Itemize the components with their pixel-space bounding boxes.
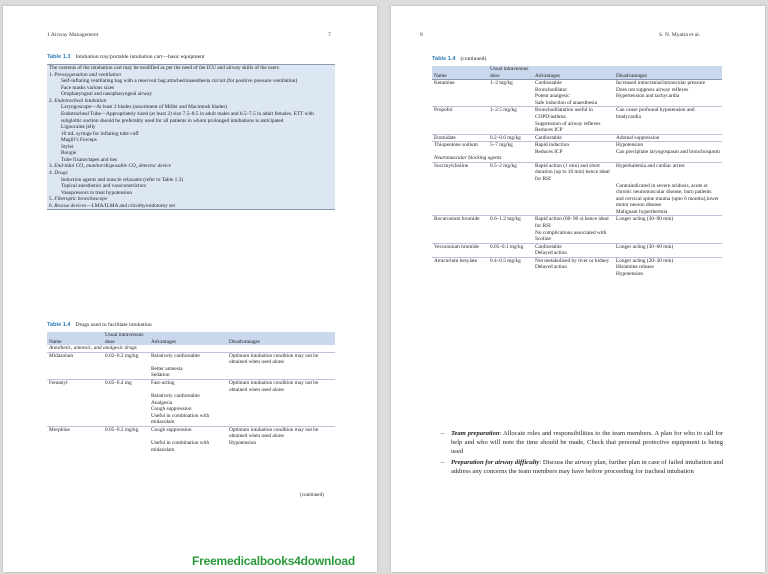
table-1-3-item: Magill’s Forceps [61,137,97,144]
cell-dose [488,271,533,278]
column-header: Disadvantages [227,332,335,345]
cell-adv: Reduces ICP [535,148,563,155]
table-title: Intubation tray/portable intubation cart—basic equipment [75,54,205,60]
cell-adv: Rapid induction [533,142,614,149]
cell-adv [533,209,614,216]
cell-dis: Hypotension [229,440,257,446]
cell-adv: Analgesia [151,399,173,406]
cell-dose: 0.05–0.1 mg/kg [488,243,533,250]
table-title: (continued) [460,56,487,62]
section-row [47,345,335,352]
cell-name: Atracurium besylate [432,257,488,264]
item-number: 5. [49,196,55,203]
cell-name [47,372,103,379]
table-1-3-item: Topical anesthetics and vasoconstrictors [61,183,147,190]
table-1-3-item: Lignocaine jelly [61,124,96,131]
table-title: Drugs used to facilitate intubation [75,322,152,328]
item-heading: Endotracheal intubation [54,97,107,104]
table-row [432,271,722,278]
table-1-4-continued [432,66,722,277]
cell-dis: Hypotension [614,142,722,149]
cell-adv: Potent analgesic [535,93,570,100]
cell-dose: 0.5–2 mg/kg [488,162,533,182]
cell-dis: Can cause profound hypotension and bradycardia [614,107,722,121]
cell-adv: Relatively cardiostable [149,352,227,366]
table-row [432,100,722,107]
section-row [432,155,722,162]
cell-dis: Malignant hyperthermia [616,208,668,215]
table-1-3-item: Stylet [61,143,74,150]
cell-dis [227,413,335,427]
table-row [432,250,722,257]
table-1-4-cont-caption [432,56,486,62]
table-1-3-caption [47,54,204,60]
cell-name [432,271,488,278]
item-heading: Drugs [54,170,68,176]
table-label: Table 1.3 [47,54,71,60]
item-number: 1. [49,71,55,78]
cell-name [432,230,488,244]
item-heading: End-tidal CO₂ monitor/disposable CO₂ detector device [54,163,172,170]
cell-dose [488,100,533,107]
cell-dose: 1–2 mg/kg [488,80,533,87]
table-header-row [47,332,335,345]
cell-dis [227,372,335,379]
table-row [47,372,335,379]
cell-adv: Cardiostable [533,243,614,250]
cell-dose: 0.2–0.6 mg/kg [488,134,533,142]
bullet-key: Team preparation [451,430,500,437]
table-row [432,243,722,250]
table-1-3 [47,64,335,210]
table-row [47,440,335,453]
cell-name [432,100,488,107]
table-1-3-item: The contents of the intubation cart may be modified as per the need of the ICU and airway skills of the users [49,65,279,71]
table-row [432,162,722,182]
cell-adv: Bronchodilator [535,86,568,93]
cell-dose [488,127,533,134]
section-label: Anesthetic, amnesic, and analgesic drugs [49,345,137,352]
cell-dose: 0.6–1.2 mg/kg [488,216,533,230]
column-header: Advantages [533,66,614,80]
column-header: Name [432,66,488,80]
cell-adv: Better amnesia [151,365,183,372]
cell-name [432,183,488,209]
item-number: 3. [49,163,55,170]
table-1-3-item: Endotracheal Tube—Appropriately sized (at least 2) size 7.5–8.5 in adult males and 6.5–7.5 in adult females. ETT with subglottic suction should be preferably used for all patients in whom prolonged intubations is anticipated [61,110,314,124]
cell-dis: Hyperkalemia and cardiac arrest [614,162,722,182]
cell-dose: 1–2.5 mg/kg [488,107,533,121]
cell-name: Fentanyl [47,379,103,393]
cell-adv: Not metabolized by liver or kidney [533,257,614,264]
cell-adv: Delayed action [535,250,567,257]
cell-name: Propofol [432,107,488,121]
table-row [47,426,335,440]
table-row [432,142,722,149]
cell-adv: Cardiostable [533,134,614,142]
cell-name: Midazolam [47,352,103,366]
cell-name: Thiopentone sodium [432,142,488,149]
cell-dose: 0.05–0.2 mg/kg [103,426,149,440]
table-1-3-item: Oropharyngeal and nasopharyngeal airway [61,91,153,98]
bullet-key: Preparation for airway difficulty [451,458,540,466]
table-row [47,379,335,393]
page-number: 8 [420,32,423,38]
cell-adv: Rapid action (60–90 s) hence ideal for RSI [533,216,614,230]
cell-dose: 0.4–0.5 mg/kg [488,257,533,264]
item-number: 4. [49,170,55,176]
cell-adv: Sedation [151,372,170,379]
bullet-item [441,458,723,476]
column-header: Usual intravenous dose [488,66,533,80]
table-1-4-caption [47,322,152,328]
cell-dose [488,183,533,209]
cell-dis: Contraindicated in severe acidosis, acute or chronic neuromuscular disease, burn patients and cervical spine trauma (upto 6 months),lower motor neuron disease [616,182,719,209]
table-1-4 [47,332,335,453]
item-number: 6. [49,202,55,209]
cell-dis: Adrenal suppression [614,134,722,142]
column-header: Disadvantages [614,66,722,80]
cell-dose [488,250,533,257]
table-label: Table 1.4 [432,56,456,62]
cell-dose [103,372,149,379]
bullet-text: : Allocate roles and responsibilities to the team members. A plan for who to call for help and who will note the time should be made, Check that personal protective equipment is being used [451,430,724,456]
continued-note: (continued) [300,492,324,498]
table-row [47,352,335,366]
cell-name [47,413,103,427]
bullet-text: : Discuss the airway plan, further plan in case of failed intubation and address any concerns the team members may have before proceeding for tracheal intubation [451,458,723,475]
author-header: S. N. Myatra et al. [659,32,701,38]
cell-name: Etomidate [432,134,488,142]
cell-adv: Cough suppression [149,426,227,440]
table-row [432,230,722,244]
table-row [432,216,722,230]
cell-adv: Relatively cardiostable [151,393,200,400]
table-row [432,257,722,264]
column-header: Advantages [149,332,227,345]
chapter-header: 1 Airway Management [47,32,99,38]
cell-dis: Does not suppress airway reflexes [616,86,689,93]
table-1-3-item: Induction agents and muscle relaxants (refer to Table 1.3) [61,176,184,183]
cell-name: Vecuronium bromide [432,243,488,250]
cell-adv [533,271,614,278]
item-number: 2. [49,97,55,104]
cell-dose: 0.02–0.2 mg/kg [103,352,149,366]
bullet-item [441,429,723,457]
cell-adv: Cough suppression [151,406,192,413]
cell-adv: Safe induction of anaesthesia [535,99,597,106]
cell-name: Rocuronium bromide [432,216,488,230]
table-label: Table 1.4 [47,322,71,328]
table-1-3-item: Bougie [61,150,77,157]
cell-name: Ketamine [432,80,488,87]
table-1-3-item: Self-inflating ventilating bag with a reservoir bag attached/anaesthesia circuit (for positive pressure ventilation) [61,78,298,85]
cell-adv: Reduces ICP [535,127,563,134]
cell-name: Succinylcholine [432,162,488,182]
section-label: Neuromuscular blocking agents [434,155,502,162]
cell-adv: Suppression of airway reflexes [535,120,601,127]
table-1-3-item: Vasopressors to treat hypotension [61,189,133,196]
cell-dis: Can precipitate laryngospasm and bronchospasm [616,148,720,155]
table-row [432,127,722,134]
cell-adv: Fast-acting [149,379,227,393]
cell-dose [488,209,533,216]
right-page [391,6,765,572]
table-row [432,209,722,216]
cell-dis: Hypertension and tachycardia [616,93,680,100]
cell-dis: Optimum intubation condition may not be obtained when used alone [227,426,335,440]
table-1-3-item: 10 mL syringe for inflating tube cuff [61,130,139,137]
cell-adv: Useful in combination with midazolam [151,440,210,453]
cell-dis: Longer acting (20–30 min) [614,257,722,264]
cell-adv: No complications associated with Scoline [535,229,607,243]
table-header-row [432,66,722,80]
cell-dose: 0.05–0.4 mg [103,379,149,393]
bullet-list [441,429,723,477]
item-suffix: —LMA/ILMA and cricothyroidotomy set [86,202,175,209]
cell-dose [103,413,149,427]
cell-dis [614,230,722,244]
cell-dis: Increased intracranial/intraocular pressure [614,80,722,87]
cell-dis: Longer acting (30–60 min) [614,243,722,250]
cell-dose [488,230,533,244]
cell-dis: Histamine release [616,264,654,271]
table-1-3-item: Face masks various sizes [61,84,115,91]
table-row [432,107,722,121]
cell-dose: 5–7 mg/kg [488,142,533,149]
table-row [432,80,722,87]
table-1-3-item: Laryngoscope—At least 2 blades (assortment of Miller and Macintosh blades) [61,104,228,111]
cell-name [432,250,488,257]
cell-adv [533,183,614,209]
cell-name [432,127,488,134]
cell-dis: Longer acting (30–90 min) [614,216,722,230]
cell-dis: Hypotension [616,270,644,277]
cell-adv: Delayed action [535,264,567,271]
cell-adv: Useful in combination with midazolam [151,412,210,426]
table-1-3-item [47,203,335,210]
table-row [432,183,722,209]
cell-dis [614,127,722,134]
cell-adv: Bronchodilatation useful in COPD/asthma [533,107,614,121]
cell-dis [614,250,722,257]
cell-dis: Optimum intubation condition may not be obtained when used alone [227,379,335,393]
cell-name: Morphine [47,426,103,440]
left-page [3,6,377,572]
table-row [432,134,722,142]
page-number: 7 [328,32,331,38]
cell-dose [103,440,149,453]
item-heading: Preoxygenation and ventilation [54,71,121,78]
table-1-3-item: Tube fixator/tapes and ties [61,156,118,163]
cell-dis: Optimum intubation condition may not be obtained when used alone [227,352,335,366]
column-header: Usual intravenous dose [103,332,149,345]
cell-adv: Rapid action (1 min) and short duration (up to 10 min) hence ideal for RSI [533,162,614,182]
watermark-text: Freemedicalbooks4download [192,554,356,568]
column-header: Name [47,332,103,345]
cell-adv: Cardiostable [533,80,614,87]
table-row [47,413,335,427]
item-heading: Rescue devices [54,202,87,209]
item-heading: Fiberoptic bronchoscope [54,196,108,203]
cell-name [47,440,103,453]
cell-dis [614,100,722,107]
cell-name [432,209,488,216]
